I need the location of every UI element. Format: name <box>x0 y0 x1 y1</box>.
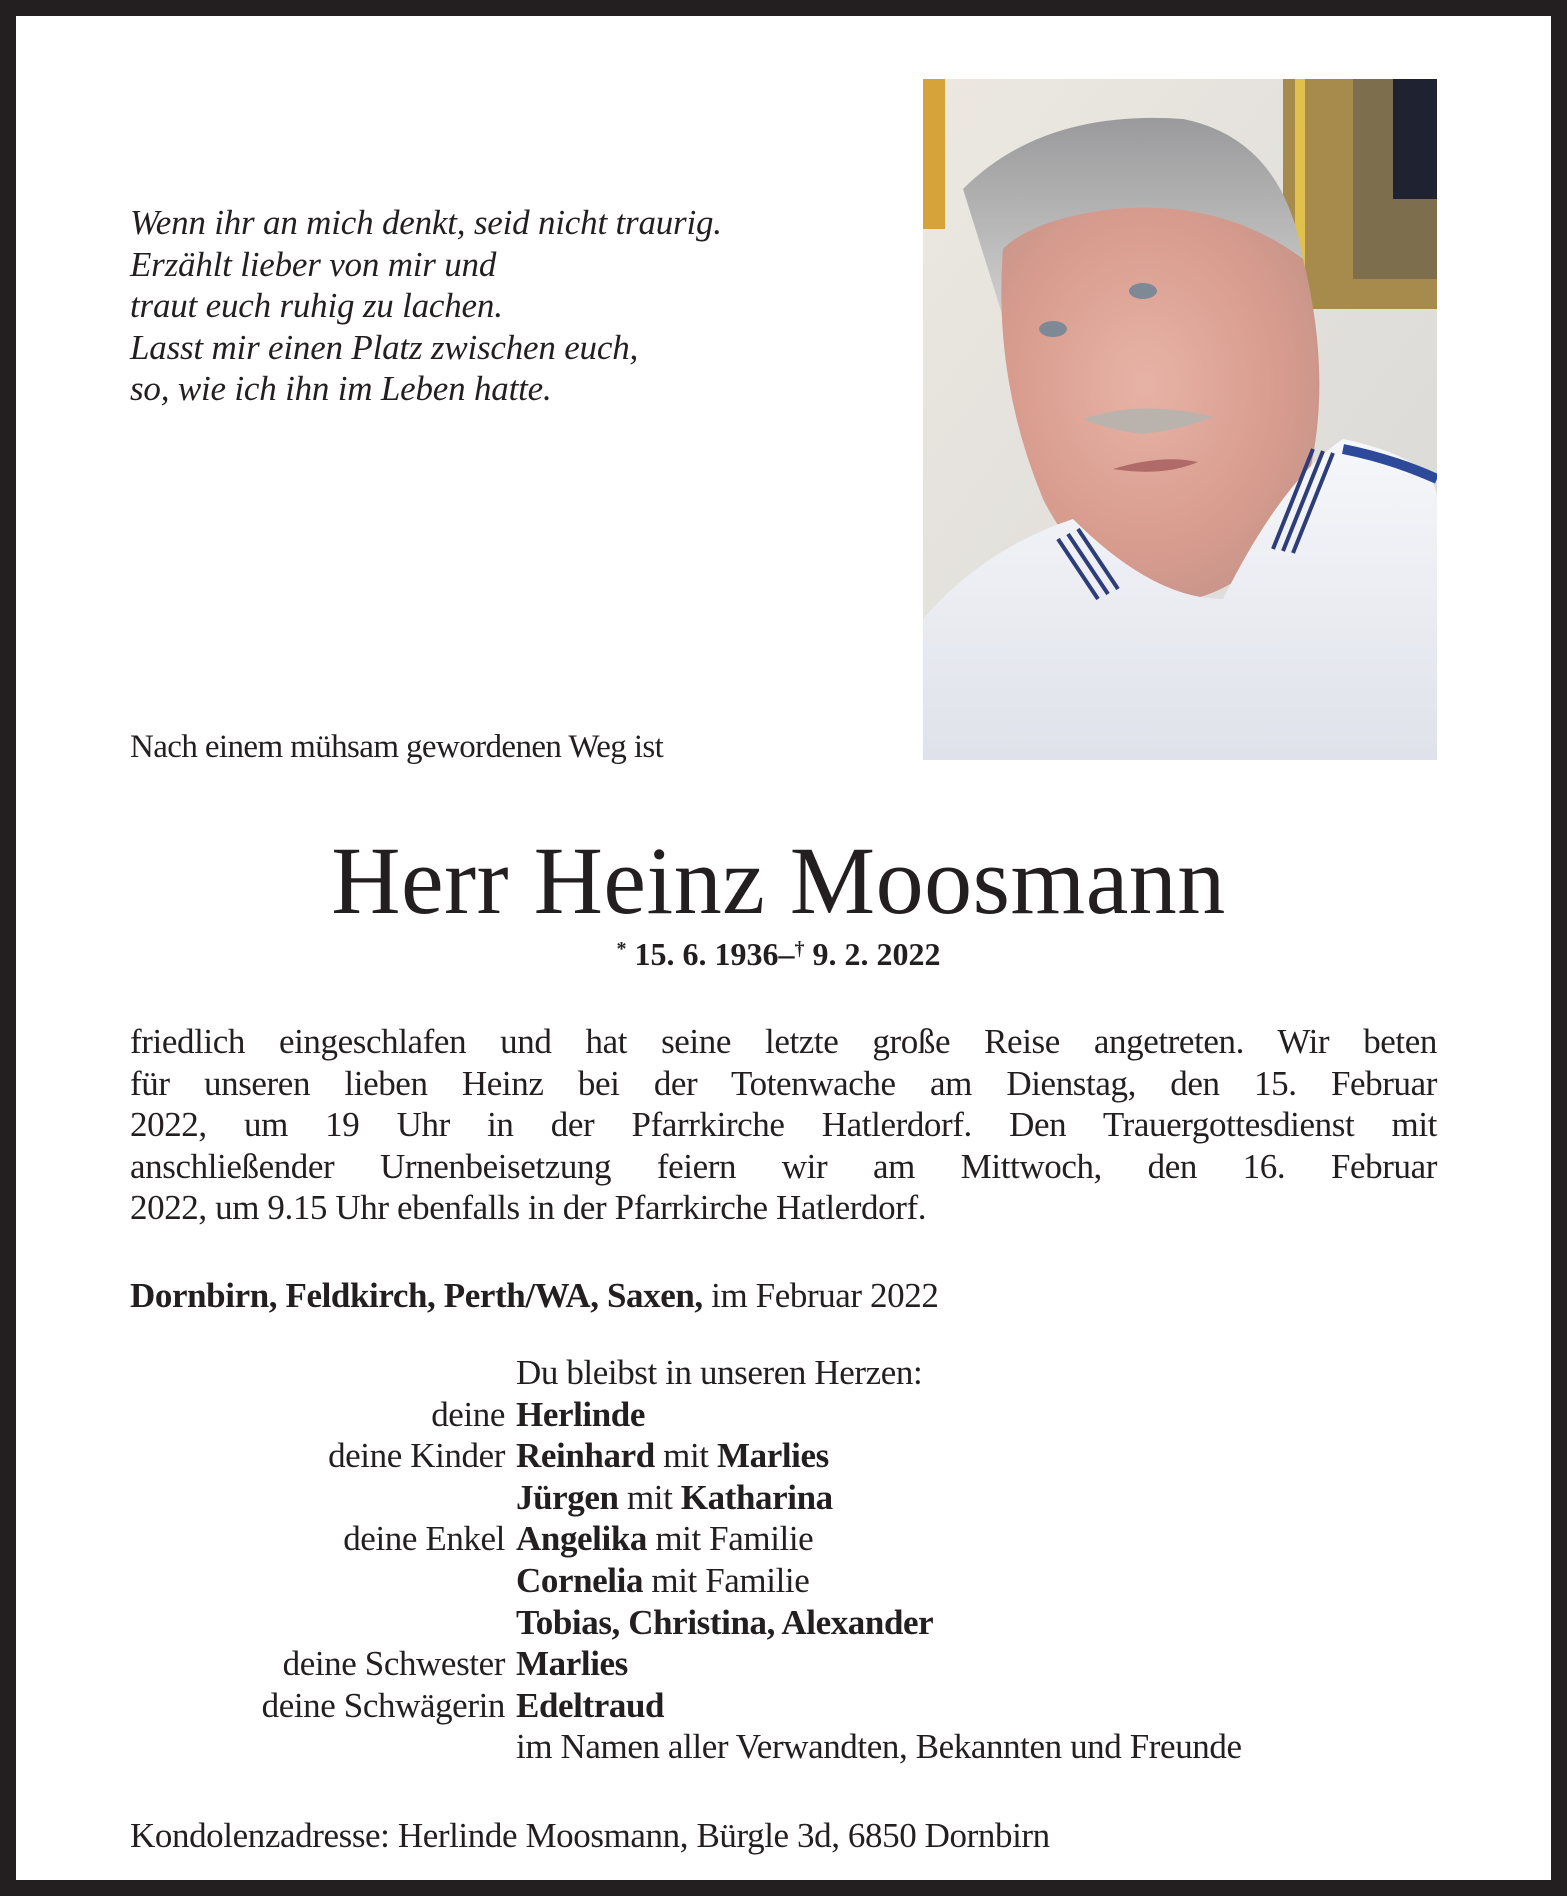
mourner-names <box>516 1477 833 1519</box>
connector-text: mit Familie <box>647 1519 814 1559</box>
relation-label: deine Enkel <box>343 1519 505 1559</box>
connector-text: im Namen aller Verwandten, Bekannten und Freunde <box>516 1727 1242 1767</box>
condolence-address: Kondolenzadresse: Herlinde Moosmann, Bürgle 3d, 6850 Dornbirn <box>130 1816 1050 1855</box>
mourner-names <box>516 1726 1242 1768</box>
relation-label <box>16 1726 516 1768</box>
relation-label: deine <box>431 1394 505 1434</box>
mourner-row <box>16 1477 1551 1519</box>
mourner-names <box>516 1685 664 1727</box>
mourner-names <box>516 1435 829 1477</box>
paragraph-line: friedlich eingeschlafen und hat seine letzte große Reise angetreten. Wir beten <box>130 1022 1437 1061</box>
mourner-name: Jürgen <box>516 1477 619 1517</box>
announcement-paragraph <box>130 1021 1437 1229</box>
mourner-names <box>516 1560 809 1602</box>
month-year: im Februar 2022 <box>711 1276 939 1315</box>
death-date: 9. 2. 2022 <box>812 936 941 972</box>
mourners-list <box>16 1352 1551 1768</box>
portrait-photo <box>923 79 1437 760</box>
mourner-name: Marlies <box>716 1436 829 1476</box>
relation-label <box>16 1602 516 1644</box>
mourner-row <box>16 1394 1551 1436</box>
birth-symbol: * <box>616 938 627 960</box>
poem-line: so, wie ich ihn im Leben hatte. <box>130 369 552 408</box>
mourner-name: Edeltraud <box>516 1685 665 1725</box>
connector-text: mit <box>618 1477 681 1517</box>
mourner-name: Marlies <box>516 1644 628 1684</box>
death-symbol: † <box>794 938 805 960</box>
paragraph-line: 2022, um 9.15 Uhr ebenfalls in der Pfarrkirche Hatlerdorf. <box>130 1188 927 1228</box>
mourner-row <box>16 1560 1551 1602</box>
relation-label: deine Kinder <box>328 1436 505 1476</box>
poem-line: traut euch ruhig zu lachen. <box>130 286 503 325</box>
mourner-name: Angelika <box>516 1519 647 1559</box>
mourner-row <box>16 1435 1551 1477</box>
mourner-names <box>516 1643 628 1685</box>
paragraph-line: für unseren lieben Heinz bei der Totenwache am Dienstag, den 15. Februar <box>130 1063 1437 1103</box>
mourner-name: Cornelia <box>516 1560 644 1600</box>
relation-label: deine Schwägerin <box>261 1685 505 1725</box>
mourner-names <box>516 1602 933 1644</box>
paragraph-line: 2022, um 19 Uhr in der Pfarrkirche Hatlerdorf. Den Trauergottesdienst mit <box>130 1105 1437 1145</box>
deceased-name: Herr Heinz Moosmann <box>331 827 1226 934</box>
connector-text: mit <box>654 1436 717 1476</box>
mourner-name: Tobias, Christina, Alexander <box>516 1602 934 1642</box>
mourner-row <box>16 1685 1551 1727</box>
date-separator: – <box>778 936 795 972</box>
relation-label <box>16 1477 516 1519</box>
poem-line: Erzählt lieber von mir und <box>130 244 497 284</box>
paragraph-line: anschließender Urnenbeisetzung feiern wir am Mittwoch, den 16. Februar <box>130 1146 1437 1186</box>
poem-line: Lasst mir einen Platz zwischen euch, <box>130 327 639 367</box>
poem-line: Wenn ihr an mich denkt, seid nicht traurig. <box>130 203 722 242</box>
mourner-names <box>516 1394 645 1436</box>
relation-label: deine Schwester <box>282 1644 505 1684</box>
mourner-name: Herlinde <box>516 1394 646 1434</box>
locations: Dornbirn, Feldkirch, Perth/WA, Saxen, <box>130 1276 703 1315</box>
obituary-notice <box>16 16 1551 1880</box>
intro-text: Nach einem mühsam gewordenen Weg ist <box>130 729 664 765</box>
poem <box>130 202 722 410</box>
mourner-row <box>16 1518 1551 1560</box>
mourner-name: Katharina <box>680 1477 833 1517</box>
mourner-names <box>516 1518 813 1560</box>
mourner-row <box>16 1726 1551 1768</box>
portrait-image <box>923 79 1437 760</box>
mourner-name: Reinhard <box>516 1436 655 1476</box>
connector-text: mit Familie <box>643 1560 810 1600</box>
life-dates <box>16 936 1551 973</box>
relation-label <box>16 1560 516 1602</box>
mourner-row <box>16 1643 1551 1685</box>
place-date-line <box>130 1276 938 1316</box>
mourners-heading: Du bleibst in unseren Herzen: <box>516 1353 923 1392</box>
birth-date: 15. 6. 1936 <box>634 936 779 972</box>
mourner-row <box>16 1602 1551 1644</box>
